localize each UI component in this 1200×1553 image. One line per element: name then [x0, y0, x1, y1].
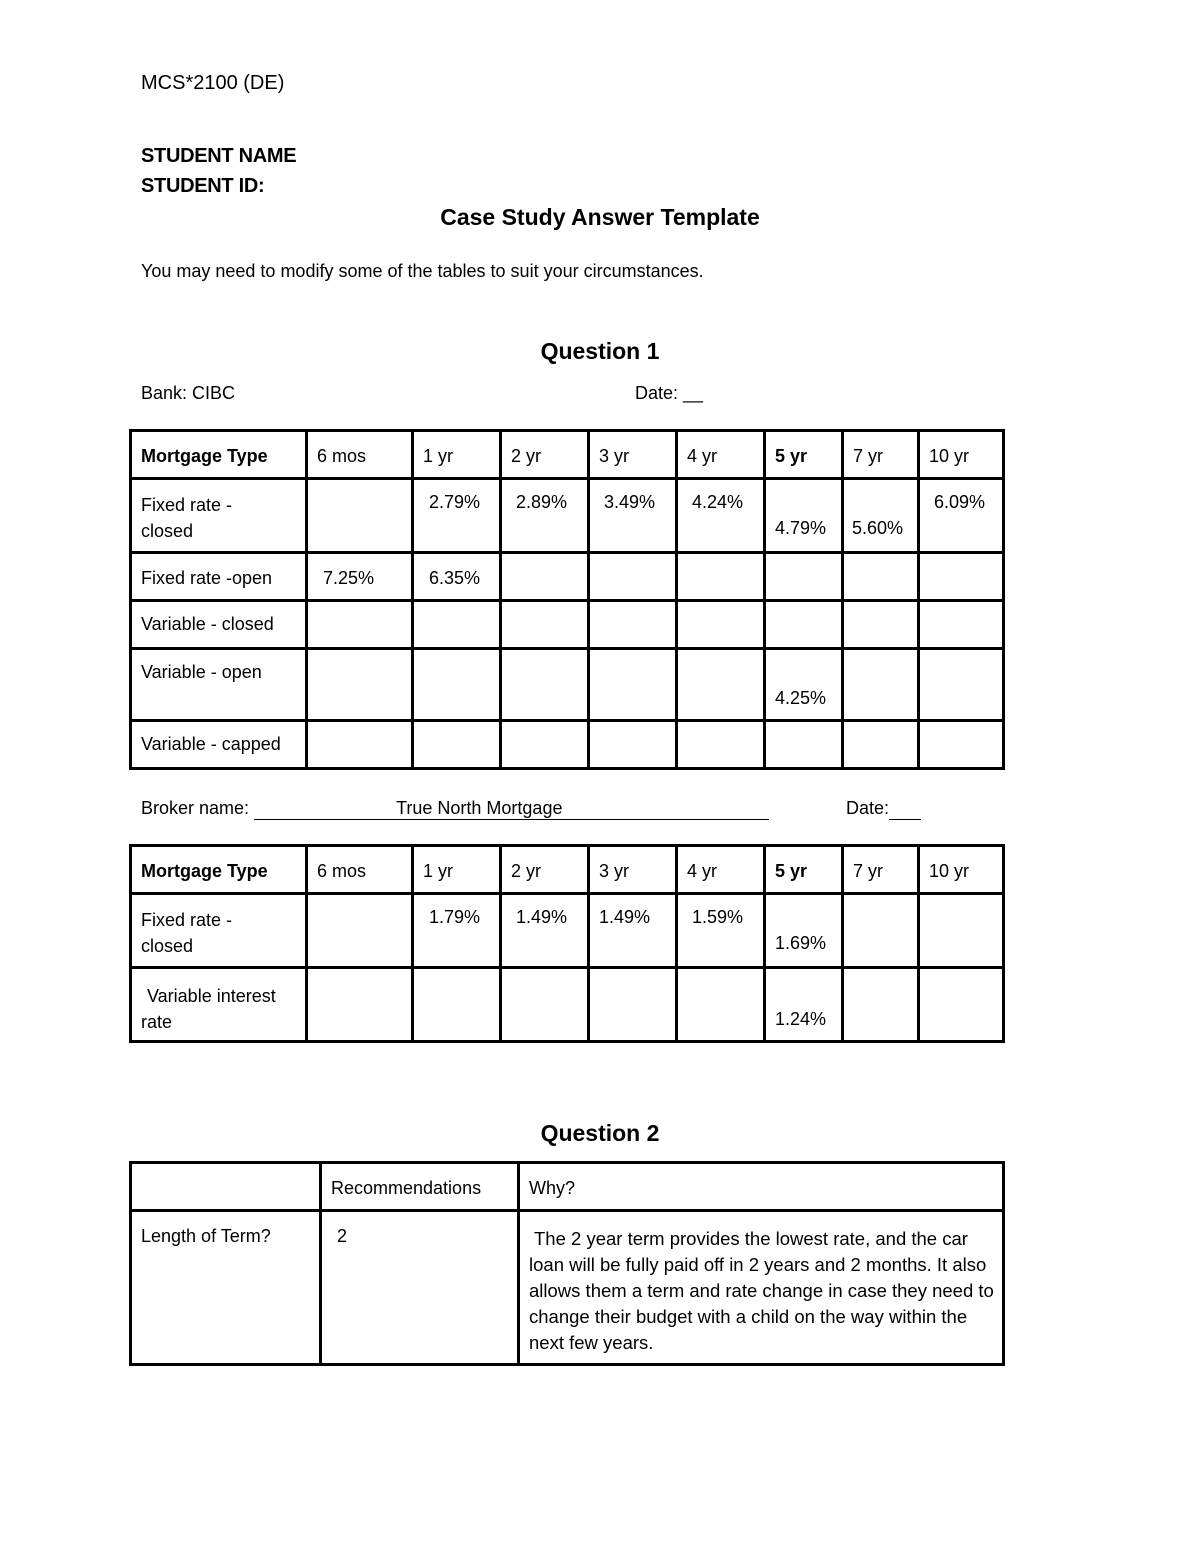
row-label: Fixed rate - closed	[141, 910, 233, 956]
header-cell: Mortgage Type	[141, 861, 268, 881]
rate-cell: 2.79%	[429, 492, 481, 512]
header-cell: 1 yr	[423, 446, 454, 466]
reason-text: The 2 year term provides the lowest rate, and the car loan will be fully paid off in 2 years and 2 months. It also allows them a term and rate change in case they need to change their budget with a child on the way within the next few years.	[529, 1228, 994, 1353]
question-1-heading: Question 1	[540, 338, 660, 364]
header-cell: 2 yr	[511, 861, 542, 881]
document-title: Case Study Answer Template	[440, 204, 760, 230]
broker-line	[141, 798, 769, 820]
broker-name-field	[254, 798, 769, 820]
rate-cell: 1.49%	[516, 907, 568, 927]
broker-label: Broker name:	[141, 798, 250, 818]
course-code: MCS*2100 (DE)	[141, 72, 285, 94]
rate-cell: 6.09%	[934, 492, 986, 512]
table-row	[131, 1211, 1004, 1365]
header-cell: 3 yr	[599, 861, 630, 881]
header-cell: 2 yr	[511, 446, 542, 466]
row-label: Variable - open	[141, 662, 262, 682]
rate-cell: 4.24%	[692, 492, 744, 512]
table-row	[131, 553, 1004, 601]
row-label: Length of Term?	[141, 1226, 271, 1246]
bank-label: Bank: CIBC	[141, 383, 236, 403]
rate-cell: 2.89%	[516, 492, 568, 512]
student-name-label: STUDENT NAME	[141, 145, 297, 167]
broker-name-value: True North Mortgage	[396, 798, 563, 818]
rate-cell: 1.59%	[692, 907, 744, 927]
broker-date-line	[846, 798, 921, 820]
row-label: Fixed rate -open	[141, 568, 273, 588]
header-cell: 1 yr	[423, 861, 454, 881]
rate-cell: 1.24%	[775, 1009, 827, 1029]
row-label: Variable interest rate	[141, 986, 276, 1032]
row-label: Variable - capped	[141, 734, 281, 754]
rate-cell: 5.60%	[852, 518, 904, 538]
rate-cell: 1.79%	[429, 907, 481, 927]
header-cell: 10 yr	[929, 446, 970, 466]
table-row	[131, 601, 1004, 649]
bank-date-label: Date: __	[635, 383, 704, 403]
recommendations-table	[129, 1161, 1005, 1366]
header-cell: 4 yr	[687, 861, 718, 881]
header-cell: Mortgage Type	[141, 446, 268, 466]
header-cell: 6 mos	[317, 861, 367, 881]
rate-cell: 4.25%	[775, 688, 827, 708]
broker-date-field	[889, 798, 921, 820]
table-row	[131, 894, 1004, 968]
rate-cell: 7.25%	[323, 568, 375, 588]
instructions-note: You may need to modify some of the tables to suit your circumstances.	[141, 261, 704, 281]
table-row	[131, 968, 1004, 1042]
header-cell: 10 yr	[929, 861, 970, 881]
header-cell: Why?	[529, 1178, 576, 1198]
header-cell: 6 mos	[317, 446, 367, 466]
rate-cell: 3.49%	[604, 492, 656, 512]
header-cell: 4 yr	[687, 446, 718, 466]
bank-table-header-row	[131, 431, 1004, 479]
recommendation-value: 2	[337, 1226, 348, 1246]
table-row	[131, 649, 1004, 721]
rate-cell: 1.69%	[775, 933, 827, 953]
header-cell: 7 yr	[853, 446, 884, 466]
header-cell: 7 yr	[853, 861, 884, 881]
broker-table-header-row	[131, 846, 1004, 894]
rate-cell: 4.79%	[775, 518, 827, 538]
question-2-heading: Question 2	[540, 1120, 660, 1146]
row-label: Variable - closed	[141, 614, 274, 634]
broker-date-label: Date:	[846, 798, 890, 818]
student-id-label: STUDENT ID:	[141, 175, 265, 197]
header-cell: 5 yr	[775, 446, 808, 466]
header-cell: 3 yr	[599, 446, 630, 466]
table-row	[131, 479, 1004, 553]
bank-rates-table	[129, 429, 1005, 770]
row-label: Fixed rate - closed	[141, 495, 233, 541]
header-cell: Recommendations	[331, 1178, 482, 1198]
recommendations-header-row	[131, 1163, 1004, 1211]
broker-rates-table	[129, 844, 1005, 1043]
table-row	[131, 721, 1004, 769]
header-cell: 5 yr	[775, 861, 808, 881]
rate-cell: 1.49%	[599, 907, 651, 927]
rate-cell: 6.35%	[429, 568, 481, 588]
